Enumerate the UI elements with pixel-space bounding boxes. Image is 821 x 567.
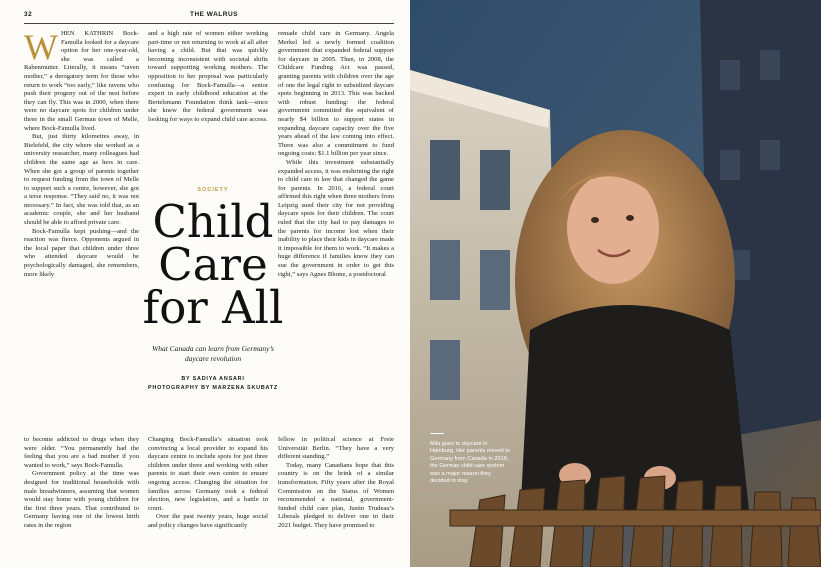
photo-caption bbox=[430, 433, 512, 486]
byline bbox=[140, 375, 286, 392]
column-1-bottom bbox=[24, 436, 139, 531]
paragraph: HEN KATHRIN Bock-Famulla looked for a daycare option for her one-year-old, she was called a Rabenmutter. Literally, it means “raven mother,” a derogatory term for those who return to work “too early,” like ravens who push their progeny out of the nest before they can fly. This was in 2000, when there were no daycare spots for children under three in the small German town of Melle, where Bock-Famulla lived. bbox=[24, 30, 139, 132]
paragraph: to become addicted to drugs when they were older. “You permanently had the feeling that you are a bad mother if you wanted to work,” says Bock-Famulla. bbox=[24, 436, 139, 469]
paragraph: fellow in political science at Freie Universität Berlin. “They have a very different standing.” bbox=[278, 436, 394, 461]
paragraph: remade child care in Germany. Angela Merkel led a newly formed coalition government that expanded federal support for daycare in 2005. Then, in 2008, the Childcare Funding Act was passed, granting parents with children over the age of one the legal right to subsidized daycare spots beginning in 2013. This was backed with robust funding: the federal government committed the equivalent of nearly $4 billion to support states in expanding daycare capacity over the five years ahead of the law coming into effect. There was also a commitment to fund ongoing costs: $1.1 billion per year since. bbox=[278, 30, 394, 158]
title-line: for All bbox=[142, 281, 284, 334]
article-dek: What Canada can learn from Germany’s daycare revolution bbox=[152, 344, 274, 363]
column-2-top bbox=[148, 30, 268, 125]
caption-text: Mila goes to daycare in Hamburg. Her parents moved to Germany from Canada in 2016; the German child care system was a major reason they decided to stay. bbox=[430, 440, 510, 484]
paragraph: Bock-Famulla kept pushing—and the reaction was fierce. Opponents argued in the local paper that children under three who attended daycare would be psychologically damaged, she remembers, more likely bbox=[24, 227, 139, 278]
paragraph: But, just thirty kilometres away, in Bielefeld, the city where she worked as a university researcher, many colleagues had children the same age as hers in care. When she got a group of parents together to request funding from the town of Melle to support such a centre, however, she got a terse response. “They said no, it was not necessary.” In fact, she was told that, as an academic couple, she and her husband should be able to afford private care. bbox=[24, 133, 139, 227]
author: BY SADIYA ANSARI bbox=[181, 376, 245, 382]
section-label: SOCIETY bbox=[197, 187, 229, 193]
photo-credit: PHOTOGRAPHY BY MARZENA SKUBATZ bbox=[147, 384, 279, 391]
title-line: Child bbox=[152, 195, 274, 248]
header-rule bbox=[24, 23, 394, 24]
paragraph: Over the past twenty years, huge social and policy changes have significantly bbox=[148, 513, 268, 529]
column-3-bottom bbox=[278, 436, 394, 531]
left-page bbox=[0, 0, 410, 567]
running-head: THE WALRUS bbox=[190, 11, 238, 18]
paragraph: Government policy at the time was designed for traditional households with male breadwinners, assuming that women would stay home with young children for the first three years. That contributed to Germany having one of the lowest birth rates in the region bbox=[24, 470, 139, 529]
column-3-top bbox=[278, 30, 394, 279]
column-1-top bbox=[24, 27, 139, 279]
article-title bbox=[140, 195, 286, 334]
drop-cap: W bbox=[24, 27, 58, 67]
column-2-bottom bbox=[148, 436, 268, 531]
paragraph: While this investment substantially expanded access, it was enshrining the right to child care in law that changed the game for parents. In 2016, a federal court affirmed this right when three mothers from Leipzig sued their city for not providing daycare spots for their children. The court ruled that the city had to pay damages to the parents for income lost when their inability to place their kids in daycare made it impossible for them to work. “It makes a huge difference if families know they can sue the government in order to get this right,” says Agnes Blome, a postdoctoral bbox=[278, 158, 394, 278]
paragraph: Changing Bock-Famulla’s situation took convincing a local provider to expand his daycare centre to include spots for just three children under three and working with other parents to start their own centre to ensure ongoing access. Changing the situation for families across Germany took a federal election, new legislation, and a battle in court. bbox=[148, 436, 268, 512]
title-line: Care bbox=[158, 238, 268, 291]
page-number: 32 bbox=[24, 11, 33, 18]
caption-rule bbox=[430, 433, 444, 434]
paragraph: Today, many Canadians hope that this country is on the brink of a similar transformation. Fifty years after the Royal Commission on the Status of Women recommended a national, government-funded child care plan, Justin Trudeau’s Liberals pledged to deliver one in their 2021 budget. They have promised to bbox=[278, 461, 394, 529]
paragraph: and a high rate of women either working part-time or not returning to work at all after having a child. But that was quickly becoming inconsistent with societal shifts toward supporting working mothers. The opposition to her proposal was particularly confusing for Bock-Famulla—a senior expert in early childhood education at the Bertelsmann Foundation think tank—since she knew the federal government was looking for ways to expand child care access. bbox=[148, 30, 268, 123]
